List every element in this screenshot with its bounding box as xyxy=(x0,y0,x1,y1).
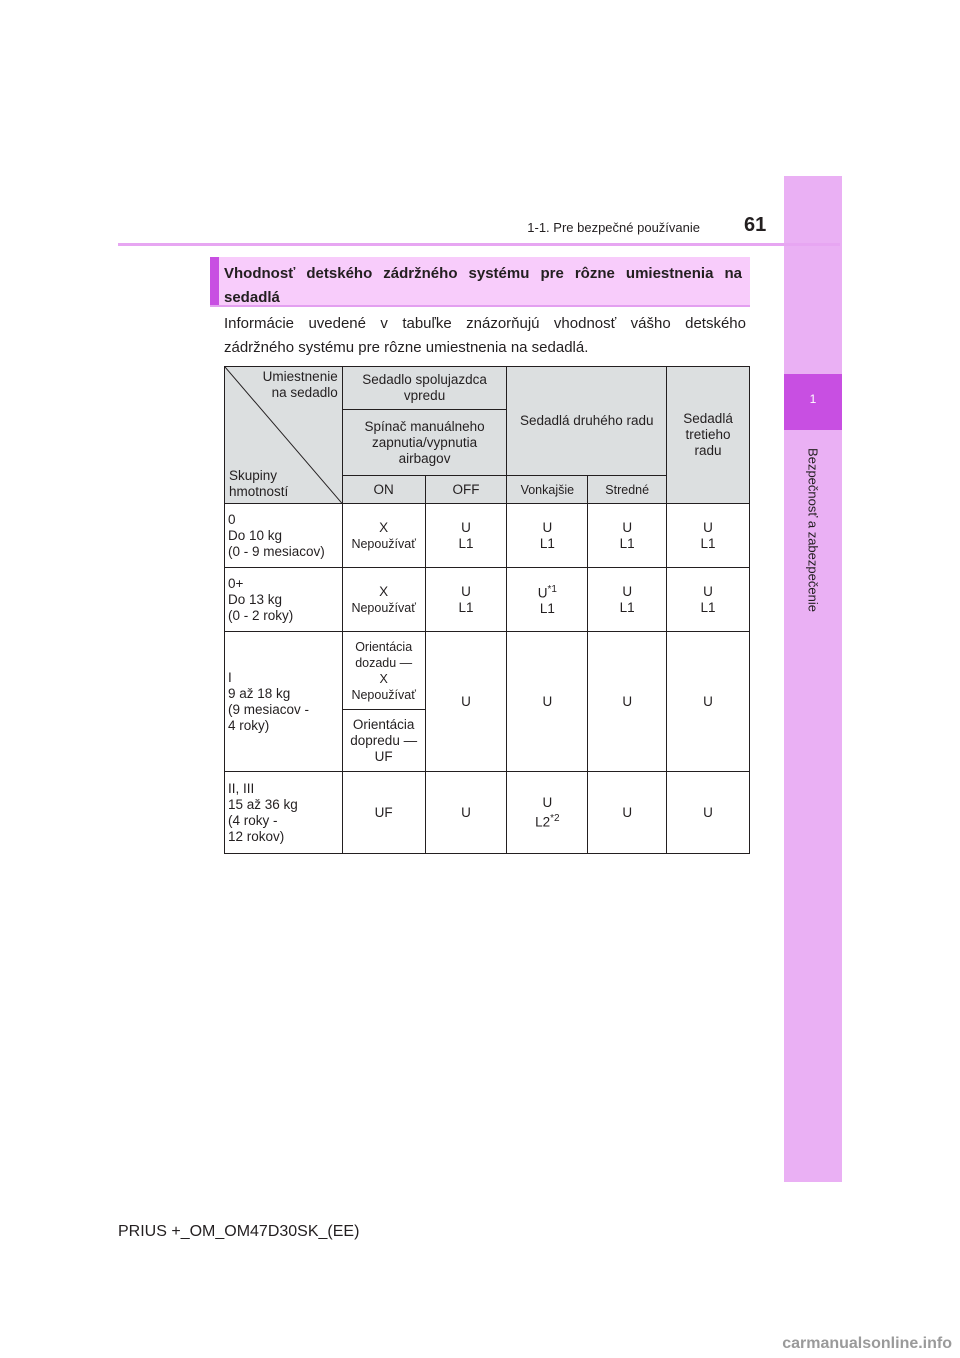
cell-on: X Nepoužívať xyxy=(342,504,425,568)
header-airbag-switch: Spínač manuálneho zapnutia/vypnutia airbagov xyxy=(342,410,507,476)
cell-off: U L1 xyxy=(425,568,507,632)
cell-third: U L1 xyxy=(667,504,750,568)
document-footer: PRIUS +_OM_OM47D30SK_(EE) xyxy=(118,1223,360,1240)
cell-off: U xyxy=(425,632,507,772)
cell-third: U xyxy=(667,772,750,854)
table-row xyxy=(225,772,750,854)
table-row xyxy=(225,632,750,710)
cell-middle: U L1 xyxy=(588,568,667,632)
table-row xyxy=(225,504,750,568)
chapter-side-tab xyxy=(784,176,842,1182)
header-off: OFF xyxy=(425,476,507,504)
group-cell: II, III 15 až 36 kg (4 roky - 12 rokov) xyxy=(225,772,343,854)
header-section-title: 1-1. Pre bezpečné používanie xyxy=(527,220,700,235)
table-row xyxy=(225,568,750,632)
footnote-mark: *1 xyxy=(547,583,557,595)
section-heading-box xyxy=(210,257,750,307)
header-second-row: Sedadlá druhého radu xyxy=(507,367,667,476)
watermark: carmanualsonline.info xyxy=(782,1335,952,1352)
intro-paragraph: Informácie uvedené v tabuľke znázorňujú vhodnosť vášho detského zádržného systému pre rôzne umiestnenia na sedadlá. xyxy=(224,315,746,356)
cell-on-forward: Orientácia dopredu — UF xyxy=(342,710,425,772)
header-on: ON xyxy=(342,476,425,504)
cell-outer: U L2$^{*2}$ xyxy=(507,772,588,854)
table-corner-cell xyxy=(225,367,343,504)
footnote-mark: *2 xyxy=(550,812,560,824)
cell-middle: U xyxy=(588,772,667,854)
cell-on: X Nepoužívať xyxy=(342,568,425,632)
cell-middle: U xyxy=(588,632,667,772)
group-cell: 0 Do 10 kg (0 - 9 mesiacov) xyxy=(225,504,343,568)
corner-group-label: Skupiny hmotností xyxy=(229,468,289,499)
cell-off: U xyxy=(425,772,507,854)
chapter-number: 1 xyxy=(809,392,817,406)
cell-outer: U xyxy=(507,632,588,772)
suitability-table xyxy=(224,366,750,854)
header-rule xyxy=(118,243,840,246)
cell-outer: $U^{*1}$ L1 xyxy=(507,568,588,632)
cell-on: UF xyxy=(342,772,425,854)
corner-seat-label: Umiestnenie na sedadlo xyxy=(262,369,338,400)
cell-third: U L1 xyxy=(667,568,750,632)
cell-on-rearward: Orientácia dozadu — X Nepoužívať xyxy=(342,632,425,710)
cell-outer: U L1 xyxy=(507,504,588,568)
header-outer: Vonkajšie xyxy=(507,476,588,504)
group-cell: 0+ Do 13 kg (0 - 2 roky) xyxy=(225,568,343,632)
cell-off: U L1 xyxy=(425,504,507,568)
header-middle: Stredné xyxy=(588,476,667,504)
section-title: Vhodnosť detského zádržného systému pre rôzne umiestnenia na sedadlá xyxy=(224,265,742,306)
cell-third: U xyxy=(667,632,750,772)
section-heading-accent xyxy=(210,257,219,305)
page-number: 61 xyxy=(744,214,767,236)
group-cell: I 9 až 18 kg (9 mesiacov - 4 roky) xyxy=(225,632,343,772)
header-third-row: Sedadlá tretieho radu xyxy=(667,367,750,504)
header-front-passenger: Sedadlo spolujazdca vpredu xyxy=(342,367,507,410)
cell-middle: U L1 xyxy=(588,504,667,568)
chapter-title: Bezpečnosť a zabezpečenie xyxy=(805,448,821,612)
